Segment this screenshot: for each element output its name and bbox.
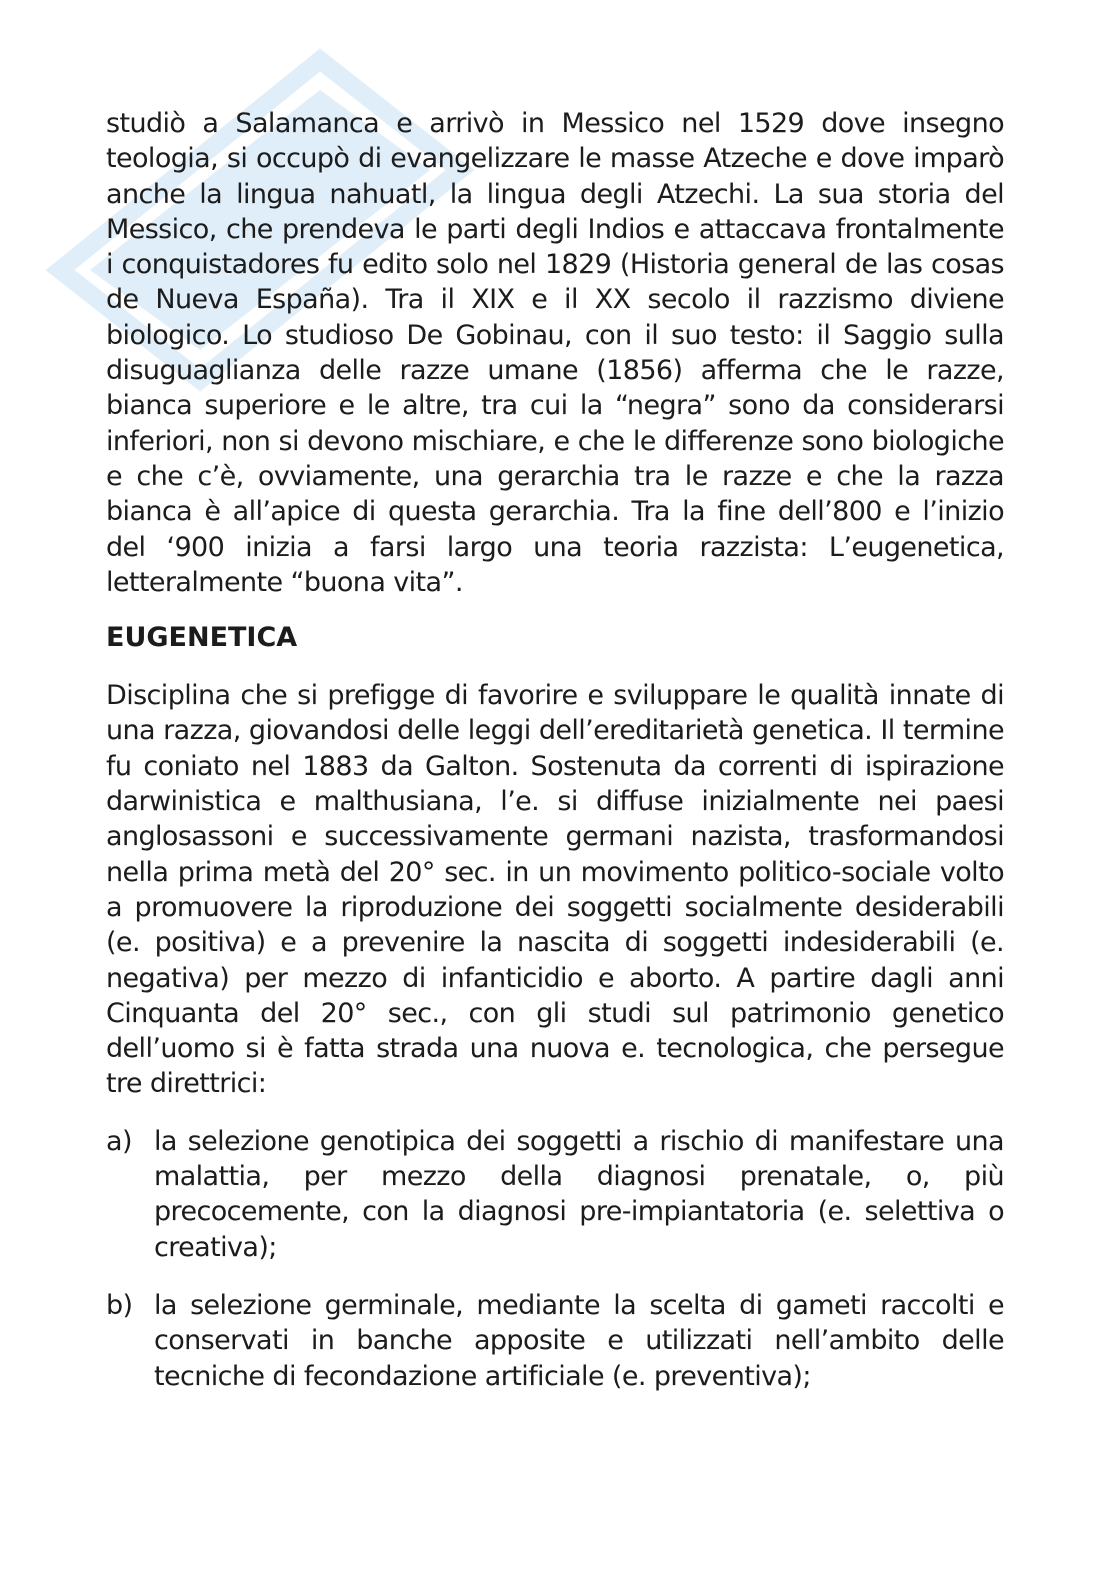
list-item [106,1124,1004,1265]
list-marker: b) [106,1289,133,1321]
list-marker: a) [106,1125,132,1157]
section-heading: EUGENETICA [106,622,298,654]
definition-paragraph: Disciplina che si prefigge di favorire e sviluppare le qualità innate di una razza, giovandosi delle leggi dell’ereditarietà genetica. Il termine fu coniato nel 1883 da Galton. Sostenuta da correnti di ispirazione darwinistica e malthusiana, l’e. si diffuse inizialmente nei paesi anglosassoni e successivamente germani nazista, trasformandosi nella prima metà del 20° sec. in un movimento politico-sociale volto a promuovere la riproduzione dei soggetti socialmente desiderabili (e. positiva) e a prevenire la nascita di soggetti indesiderabili (e. negativa) per mezzo di infanticidio e aborto. A partire dagli anni Cinquanta del 20° sec., con gli studi sul patrimonio genetico dell’uomo si è fatta strada una nuova e. tecnologica, che persegue tre direttrici: [106,680,1004,1100]
list-item-text: la selezione genotipica dei soggetti a rischio di manifestare una malattia, per mezzo della diagnosi prenatale, o, più precocemente, con la diagnosi pre-impiantatoria (e. selettiva o creativa); [154,1125,1004,1263]
intro-paragraph: studiò a Salamanca e arrivò in Messico nel 1529 dove insegno teologia, si occupò di evangelizzare le masse Atzeche e dove imparò anche la lingua nahuatl, la lingua degli Atzechi. La sua storia del Messico, che prendeva le parti degli Indios e attaccava frontalmente i conquistadores fu edito solo nel 1829 (Historia general de las cosas de Nueva España). Tra il XIX e il XX secolo il razzismo diviene biologico. Lo studioso De Gobinau, con il suo testo: il Saggio sulla disuguaglianza delle razze umane (1856) afferma che le razze, bianca superiore e le altre, tra cui la “negra” sono da considerarsi inferiori, non si devono mischiare, e che le differenze sono biologiche e che c’è, ovviamente, una gerarchia tra le razze e che la razza bianca è all’apice di questa gerarchia. Tra la fine dell’800 e l’inizio del ‘900 inizia a farsi largo una teoria razzista: L’eugenetica, letteralmente “buona vita”. [106,108,1004,598]
list-item [106,1288,1004,1394]
directives-list [106,1124,1004,1394]
list-item-text: la selezione germinale, mediante la scelta di gameti raccolti e conservati in banche apposite e utilizzati nell’ambito delle tecniche di fecondazione artificiale (e. preventiva); [154,1289,1004,1392]
document-page [106,106,1004,1417]
